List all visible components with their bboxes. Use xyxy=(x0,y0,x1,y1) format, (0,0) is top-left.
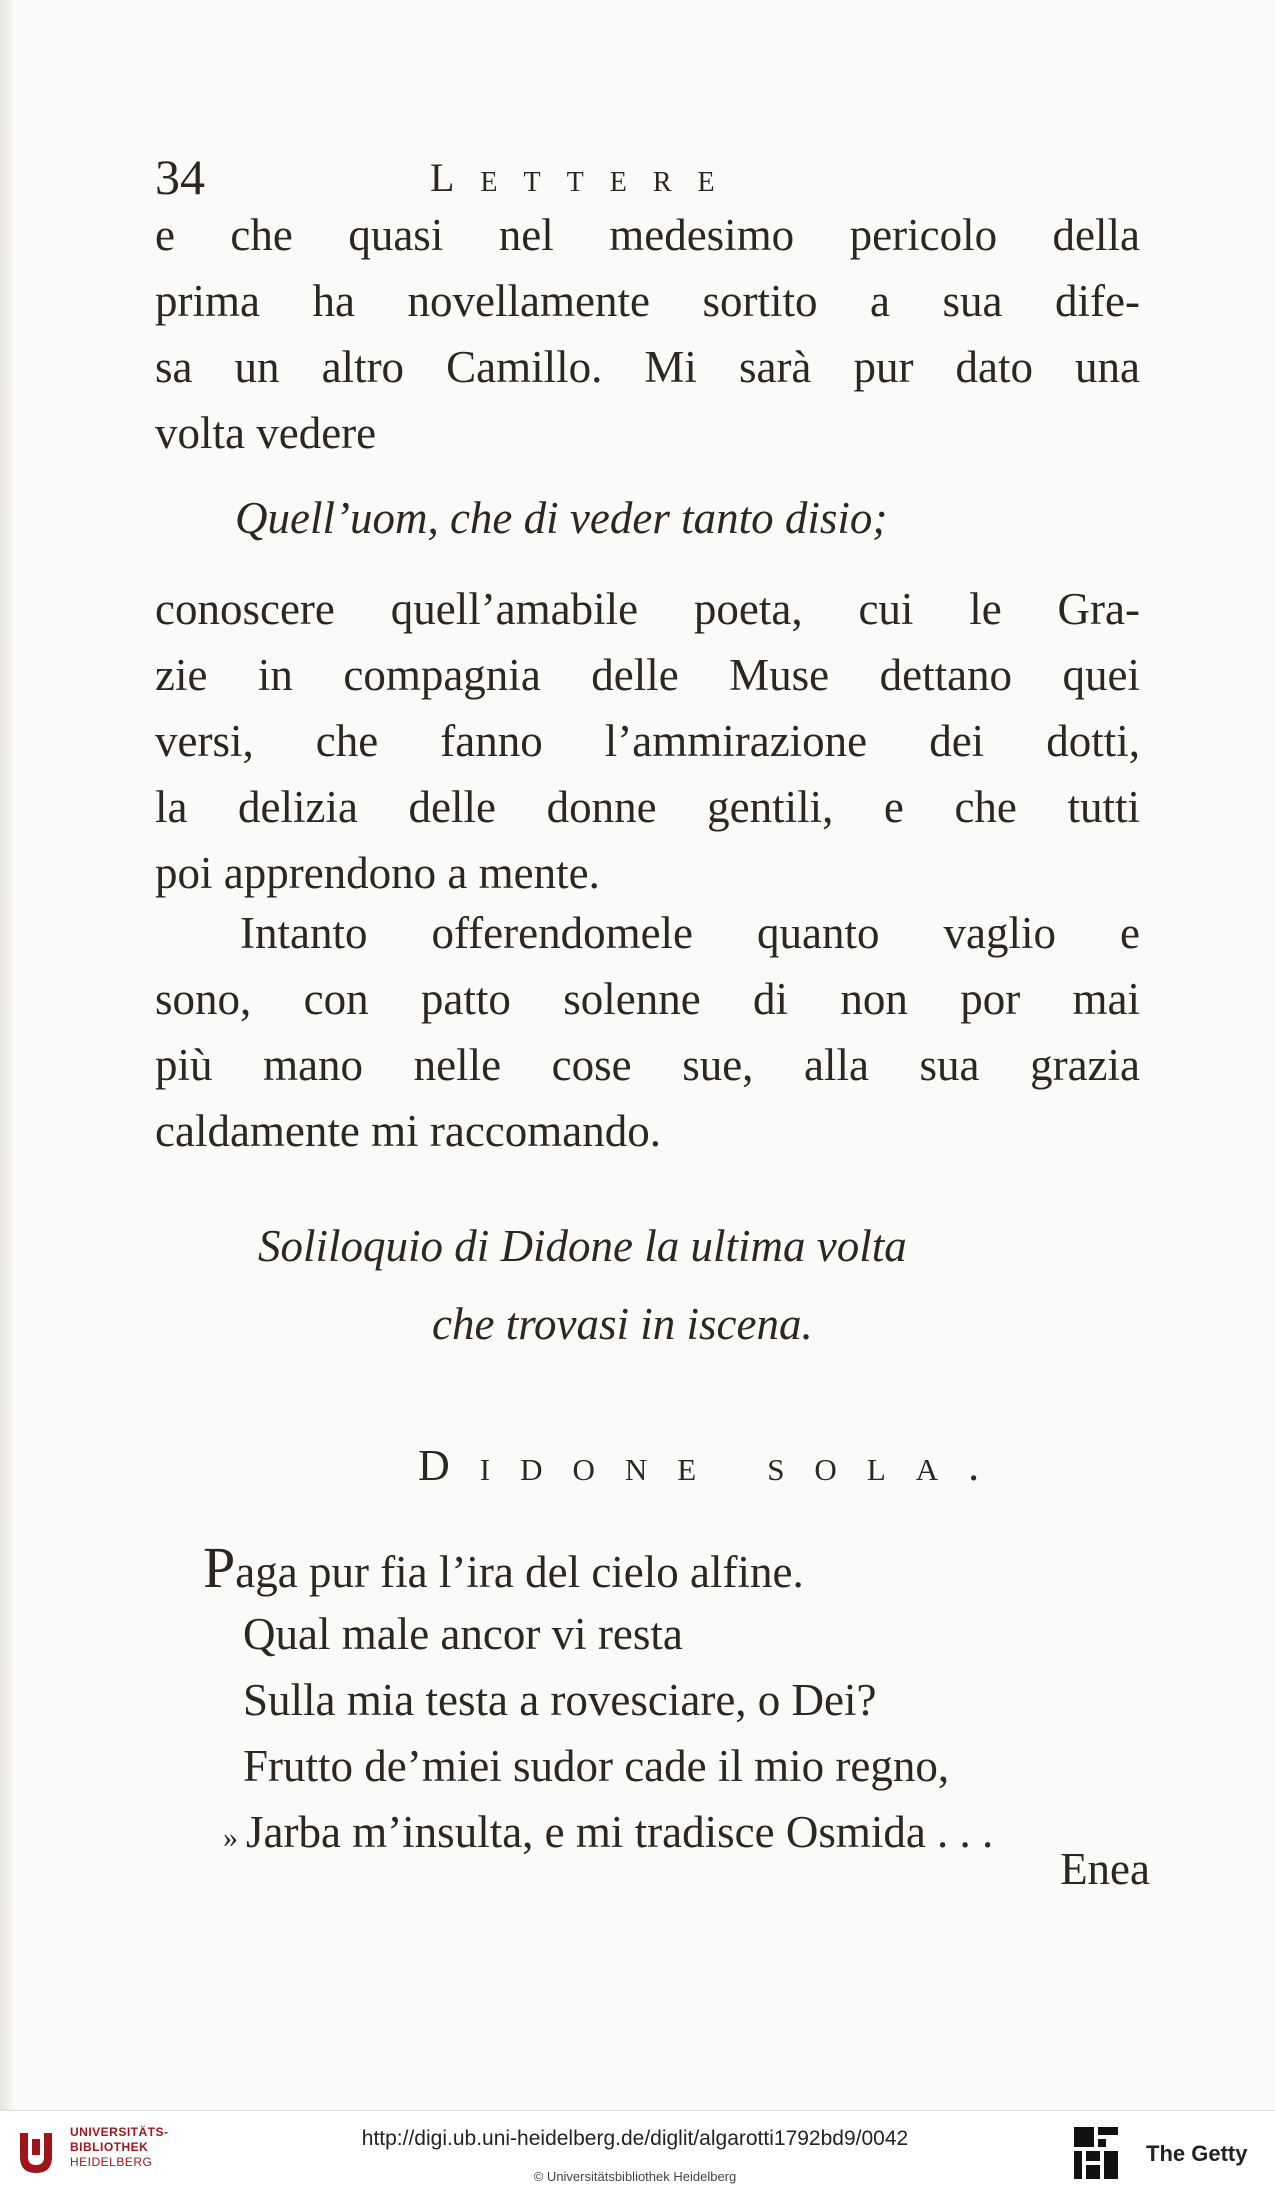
text-line: prima ha novellamente sortito a sua dife- xyxy=(155,276,1140,326)
quotation-mark: » xyxy=(223,1821,238,1854)
verse-line xyxy=(203,1535,1165,1601)
text-line: più mano nelle cose sue, alla sua grazia xyxy=(155,1040,1140,1090)
text-line: caldamente mi raccomando. xyxy=(155,1106,662,1156)
library-name-line: BIBLIOTHEK xyxy=(70,2140,149,2154)
verse-line xyxy=(205,1799,1165,1865)
paragraph-3 xyxy=(155,900,1140,1164)
copyright-notice: © Universitätsbibliothek Heidelberg xyxy=(533,2169,737,2184)
paragraph-2 xyxy=(155,576,1140,906)
text-line: versi, che fanno l’ammirazione dei dotti, xyxy=(155,716,1140,766)
getty-logo-icon xyxy=(1072,2125,1120,2183)
text-line: volta vedere xyxy=(155,408,377,458)
page-header xyxy=(155,148,1155,208)
partner-name: The Getty xyxy=(1146,2141,1248,2166)
text-line: la delizia delle donne gentili, e che tutti xyxy=(155,782,1140,832)
text-line: sa un altro Camillo. Mi sarà pur dato una xyxy=(155,342,1140,392)
verse-line: Sulla mia testa a rovesciare, o Dei? xyxy=(243,1675,877,1725)
paragraph-1 xyxy=(155,202,1140,466)
text-line: zie in compagnia delle Muse dettano quei xyxy=(155,650,1140,700)
text-line: Intanto offerendomele quanto vaglio e xyxy=(240,908,1140,958)
scene-title: Didone sola. xyxy=(418,1441,1010,1490)
verse-line: Qual male ancor vi resta xyxy=(243,1609,683,1659)
page-number: 34 xyxy=(155,149,205,205)
verse-line: Frutto de’miei sudor cade il mio regno, xyxy=(243,1741,950,1791)
permalink-url[interactable]: http://digi.ub.uni-heidelberg.de/diglit/algarotti1792bd9/0042 xyxy=(361,2127,909,2150)
text-line: poi apprendono a mente. xyxy=(155,848,600,898)
section-title-line-1: Soliloquio di Didone la ultima volta xyxy=(258,1221,907,1271)
text-line: e che quasi nel medesimo pericolo della xyxy=(155,210,1140,260)
library-name-line: UNIVERSITÄTS- xyxy=(70,2125,169,2139)
verse-line-text: aga pur fia l’ira del cielo alfine. xyxy=(235,1547,804,1597)
running-title: Lettere xyxy=(430,155,741,200)
viewer-footer xyxy=(0,2110,1275,2201)
library-name xyxy=(70,2125,169,2170)
page-edge-shadow xyxy=(0,0,14,2110)
section-title-line-2: che trovasi in iscena. xyxy=(432,1299,813,1349)
text-line: sono, con patto solenne di non por mai xyxy=(155,974,1140,1024)
verse-line-text: Jarba m’insulta, e mi tradisce Osmida . . . xyxy=(246,1807,994,1857)
university-library-logo-icon xyxy=(14,2129,58,2177)
drop-cap: P xyxy=(203,1535,236,1600)
verse-block xyxy=(205,1535,1165,1865)
quoted-verse: Quell’uom, che di veder tanto disio; xyxy=(235,493,888,543)
text-line: conoscere quell’amabile poeta, cui le Gra- xyxy=(155,584,1140,634)
library-name-line: HEIDELBERG xyxy=(70,2155,153,2169)
catchword: Enea xyxy=(1060,1844,1150,1894)
